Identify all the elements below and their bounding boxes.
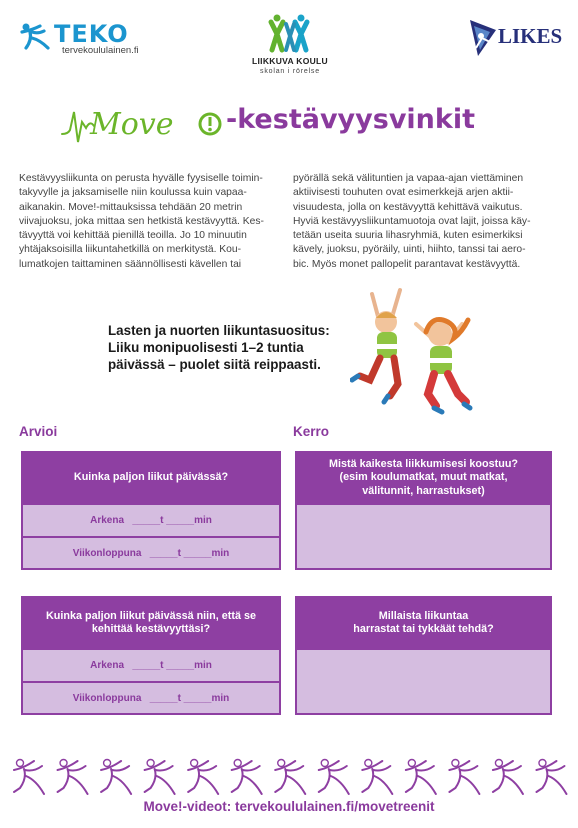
arvioi-heading: Arvioi bbox=[19, 424, 58, 439]
liikkuva-koulu-logo bbox=[244, 14, 336, 76]
running-figures-border bbox=[6, 756, 572, 798]
weekday-input-row[interactable]: Arkena _____t _____min bbox=[23, 648, 279, 681]
activity-sources-answer-area[interactable] bbox=[297, 503, 550, 568]
running-figure-icon bbox=[145, 760, 175, 795]
intro-line: bic. Myös monet pallopelit parantavat kestävyyttä. bbox=[293, 258, 521, 270]
recommendation-line: päivässä – puolet siitä reippaasti. bbox=[108, 357, 321, 372]
intro-line: lumatkojen taittaminen säännöllisesti kävellen tai bbox=[19, 258, 242, 270]
footer-video-link[interactable]: Move!-videot: tervekoululainen.fi/movetreenit bbox=[143, 799, 435, 814]
intro-line: tävyyttä voi kehittää pienillä teoilla. Jo 10 minuutin bbox=[19, 230, 247, 242]
weekend-input-row[interactable]: Viikonloppuna _____t _____min bbox=[23, 536, 279, 568]
intro-column-left bbox=[19, 172, 267, 272]
question-line: harrastat tai tykkäät tehdä? bbox=[353, 623, 494, 635]
arvioi-box-endurance bbox=[21, 596, 281, 715]
likes-logo bbox=[468, 18, 563, 58]
intro-line: takyvylle ja jaksamiselle niin koulussa kuin vapaa- bbox=[19, 187, 247, 199]
teko-figure-icon bbox=[18, 22, 52, 52]
move-logo-icon bbox=[60, 92, 228, 152]
likes-wordmark: LIKES bbox=[498, 24, 563, 48]
hobbies-answer-area[interactable] bbox=[297, 648, 550, 713]
kerro-box-activity-sources bbox=[295, 451, 552, 570]
jumping-kids-illustration bbox=[350, 284, 480, 424]
liikkuva-koulu-subtitle: skolan i rörelse bbox=[260, 68, 320, 75]
arvioi-question-1 bbox=[23, 453, 279, 503]
running-figure-icon bbox=[493, 760, 523, 795]
arvioi-question-2 bbox=[23, 598, 279, 648]
kerro-heading: Kerro bbox=[293, 424, 330, 439]
kerro-question-2 bbox=[297, 598, 550, 648]
intro-line: Hyviä kestävyysliikuntamuotoja ovat lajit, joissa käy- bbox=[293, 215, 531, 227]
likes-emblem-icon bbox=[468, 18, 498, 58]
intro-line: viivajuoksu, joka mittaa sen hetkistä kestävyyttä. Kes- bbox=[19, 215, 264, 227]
intro-line: yhtäjaksoisilla liikuntahetkillä on merkitystä. Kou- bbox=[19, 244, 242, 256]
question-line: (esim koulumatkat, muut matkat, bbox=[339, 471, 508, 484]
intro-line: visuudesta, jolla on kestävyyttä kehittävä vaikutus. bbox=[293, 201, 523, 213]
recommendation-line: Lasten ja nuorten liikuntasuositus: bbox=[108, 323, 330, 338]
running-figure-icon bbox=[406, 760, 436, 795]
weekend-input-row[interactable]: Viikonloppuna _____t _____min bbox=[23, 681, 279, 713]
running-figure-icon bbox=[362, 760, 392, 795]
activity-recommendation bbox=[108, 322, 368, 373]
running-figure-icon bbox=[536, 760, 566, 795]
question-line: Kuinka paljon liikut päivässä niin, että se bbox=[45, 609, 256, 622]
question-line: kehittää kestävyyttäsi? bbox=[91, 623, 211, 635]
intro-line: kävely, juoksu, pyöräily, uinti, hiihto, tanssi tai aero- bbox=[293, 244, 526, 256]
running-figure-icon bbox=[275, 760, 305, 795]
question-line: Millaista liikuntaa bbox=[378, 609, 469, 622]
kerro-box-hobbies bbox=[295, 596, 552, 715]
running-figure-icon bbox=[232, 760, 262, 795]
svg-text:Move: Move bbox=[90, 107, 174, 142]
weekday-input-row[interactable]: Arkena _____t _____min bbox=[23, 503, 279, 536]
arvioi-box-daily bbox=[21, 451, 281, 570]
intro-line: tetään useita suuria lihasryhmiä, kuten esimerkiksi bbox=[293, 230, 523, 242]
question-line: Mistä kaikesta liikkumisesi koostuu? bbox=[328, 457, 519, 470]
intro-line: Kestävyysliikunta on perusta hyvälle fyysiselle toimin- bbox=[19, 173, 263, 184]
page-title bbox=[60, 92, 530, 152]
question-text: Kuinka paljon liikut päivässä? bbox=[73, 471, 229, 484]
running-figure-icon bbox=[101, 760, 131, 795]
running-figure-icon bbox=[14, 760, 44, 795]
liikkuva-koulu-name: LIIKKUVA KOULU bbox=[252, 56, 328, 66]
running-figure-icon bbox=[319, 760, 349, 795]
title-text: -kestävyysvinkit bbox=[226, 104, 476, 135]
running-figure-icon bbox=[188, 760, 218, 795]
running-figure-icon bbox=[58, 760, 88, 795]
teko-url: tervekoululainen.fi bbox=[62, 45, 139, 56]
intro-line: aikanakin. Move!-mittauksissa tehdään 20 metrin bbox=[19, 201, 243, 213]
recommendation-line: Liiku monipuolisesti 1–2 tuntia bbox=[108, 340, 304, 355]
intro-column-right bbox=[293, 172, 541, 272]
question-line: välitunnit, harrastukset) bbox=[362, 484, 485, 497]
intro-line: pyörällä sekä välituntien ja vapaa-ajan viettäminen bbox=[293, 173, 524, 184]
kerro-question-1 bbox=[297, 453, 550, 503]
teko-wordmark: TEKO bbox=[54, 20, 129, 48]
teko-logo bbox=[18, 20, 148, 60]
liikkuva-koulu-figures-icon bbox=[268, 14, 312, 54]
running-figure-icon bbox=[449, 760, 479, 795]
intro-line: aktiivisesti touhuten ovat esimerkkejä arjen aktii- bbox=[293, 187, 514, 199]
